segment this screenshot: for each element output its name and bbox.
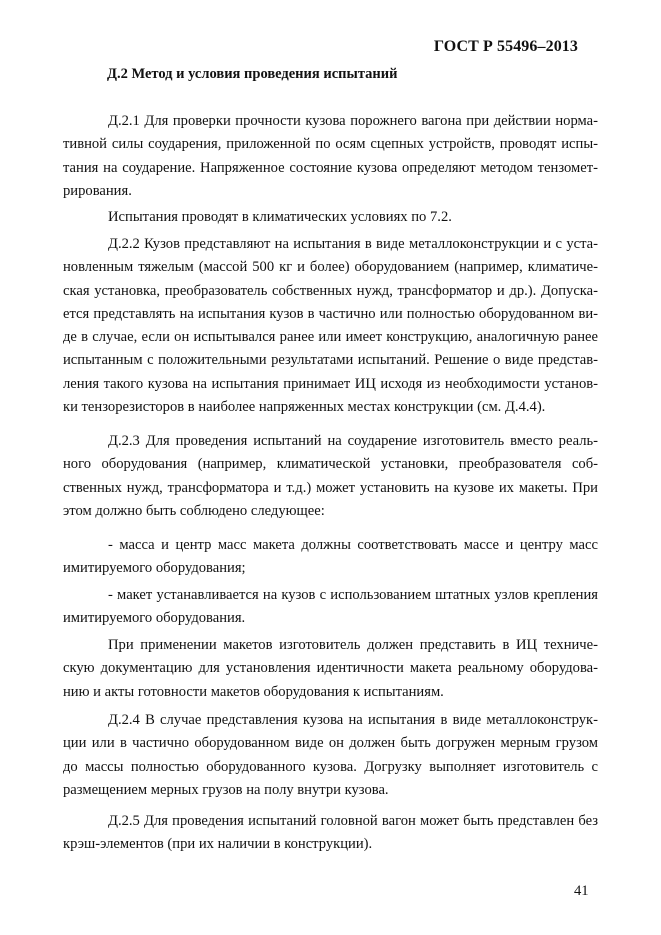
paragraph-line: тания на соударение. Напряженное состояние кузова определяют методом тензомет- xyxy=(63,159,598,176)
paragraph-line: ления такого кузова на испытания принимает ИЦ исходя из необходимости установ- xyxy=(63,375,598,392)
paragraph-line: крэш-элементов (при их наличии в конструкции). xyxy=(63,836,373,853)
paragraph-line: рирования. xyxy=(63,182,132,199)
paragraph-line: ская установка, преобразователь собственных нужд, трансформатор и др.). Допуска- xyxy=(63,282,598,299)
paragraph-climate xyxy=(63,206,598,229)
page-number: 41 xyxy=(574,883,589,899)
paragraph-line: Д.2.1 Для проверки прочности кузова порожнего вагона при действии норма- xyxy=(108,113,598,129)
paragraph-line: Д.2.5 Для проведения испытаний головной вагон может быть представлен без xyxy=(108,813,598,829)
paragraph-line: Д.2.4 В случае представления кузова на испытания в виде металлоконструк- xyxy=(108,712,598,728)
paragraph-line: новленным тяжелым (массой 500 кг и более) оборудованием (например, климатиче- xyxy=(63,259,598,276)
paragraph-line: нию и акты готовности макетов оборудования к испытаниям. xyxy=(63,683,444,700)
paragraph-line: Д.2.2 Кузов представляют на испытания в виде металлоконструкции и с уста- xyxy=(108,236,598,252)
paragraph-line: скую документацию для установления идентичности макета реальному оборудова- xyxy=(63,660,598,677)
paragraph-line: де в случае, если он испытывался ранее или имеет конструкцию, аналогичную ранее xyxy=(63,329,598,346)
paragraph-line: ки тензорезисторов в наиболее напряженных местах конструкции (см. Д.4.4). xyxy=(63,399,546,416)
paragraph-line: до массы полностью оборудованного кузова. Догрузку выполняет изготовитель с xyxy=(63,758,598,775)
paragraph-line: ного оборудования (например, климатической установки, преобразователя соб- xyxy=(63,456,598,473)
paragraph-mockups xyxy=(63,634,598,704)
paragraph-line: этом должно быть соблюдено следующее: xyxy=(63,502,325,519)
paragraph-d-2-5 xyxy=(63,810,598,857)
document-header: ГОСТ Р 55496–2013 xyxy=(433,38,578,55)
paragraph-line: ственных нужд, трансформатора и т.д.) может установить на кузове их макеты. При xyxy=(63,479,598,496)
section-title: Д.2 Метод и условия проведения испытаний xyxy=(107,66,398,82)
paragraph-d-2-1 xyxy=(63,110,598,203)
paragraph-line: Испытания проводят в климатических условиях по 7.2. xyxy=(108,209,452,225)
paragraph-line: испытанным с положительными результатами испытаний. Решение о виде представ- xyxy=(63,352,598,369)
paragraph-d-2-4 xyxy=(63,709,598,802)
list-item-mount xyxy=(63,584,598,631)
paragraph-line: - масса и центр масс макета должны соответствовать массе и центру масс xyxy=(108,537,598,553)
paragraph-line: При применении макетов изготовитель должен представить в ИЦ техниче- xyxy=(108,637,598,653)
paragraph-line: имитируемого оборудования; xyxy=(63,560,246,577)
paragraph-line: размещением мерных грузов на полу внутри кузова. xyxy=(63,781,389,798)
paragraph-line: тивной силы соударения, приложенной по осям сцепных устройств, проводят испы- xyxy=(63,136,598,153)
paragraph-d-2-3 xyxy=(63,430,598,523)
paragraph-line: имитируемого оборудования. xyxy=(63,610,246,627)
list-item-mass xyxy=(63,534,598,581)
paragraph-line: ции или в частично оборудованном виде он должен быть догружен мерным грузом xyxy=(63,735,598,752)
paragraph-line: Д.2.3 Для проведения испытаний на соударение изготовитель вместо реаль- xyxy=(108,433,598,449)
paragraph-line: - макет устанавливается на кузов с использованием штатных узлов крепления xyxy=(108,587,598,603)
paragraph-line: ется представлять на испытания кузов в частично или полностью оборудованном ви- xyxy=(63,305,598,322)
paragraph-d-2-2 xyxy=(63,233,598,419)
